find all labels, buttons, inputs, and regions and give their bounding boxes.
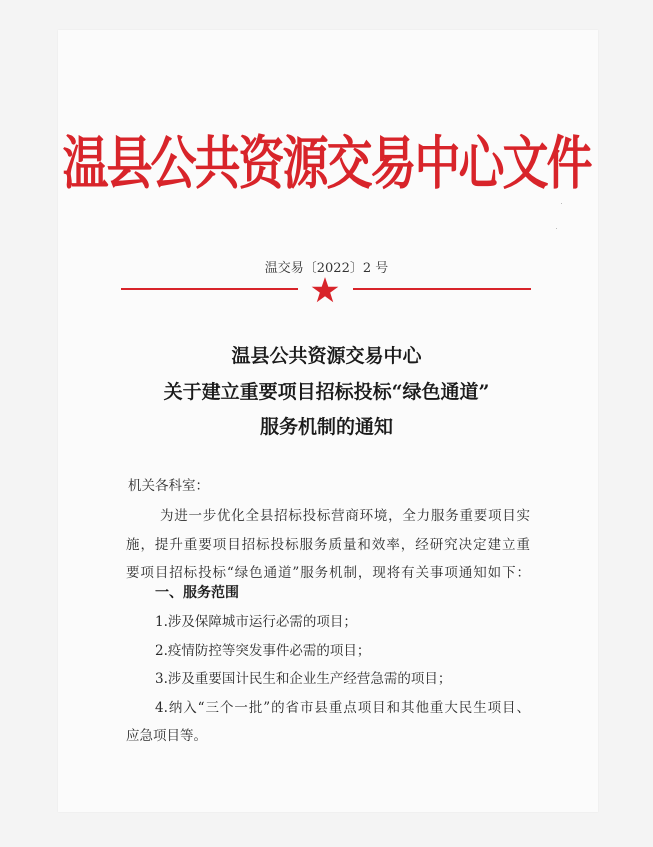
divider-left [121,288,298,290]
intro-line-3: 要项目招标投标“绿色通道”服务机制，现将有关事项通知如下： [126,565,530,581]
scope-item-1: 1.涉及保障城市运行必需的项目； [155,614,357,630]
intro-line-1: 为进一步优化全县招标投标营商环境，全力服务重要项目实 [160,508,530,524]
scope-item-4-continuation: 应急项目等。 [126,728,207,744]
scope-item-2: 2.疫情防控等突发事件必需的项目； [155,643,371,659]
section-heading-scope: 一、服务范围 [155,585,239,601]
scan-speck [561,203,562,204]
scope-item-4: 4.纳入“三个一批”的省市县重点项目和其他重大民生项目、 [155,700,530,716]
scan-speck [556,228,557,229]
scope-item-3: 3.涉及重要国计民生和企业生产经营急需的项目； [155,671,452,687]
intro-line-2: 施，提升重要项目招标投标服务质量和效率，经研究决定建立重 [126,537,530,553]
star-icon [311,276,339,304]
document-number: 温交易〔2022〕2 号 [264,261,389,276]
notice-title-line-3: 服务机制的通知 [259,416,393,438]
document-header-title: 温县公共资源交易中心文件 [62,129,591,197]
notice-title-line-1: 温县公共资源交易中心 [231,345,422,367]
divider-right [353,288,531,290]
recipient-line: 机关各科室： [128,478,209,494]
notice-title-line-2: 关于建立重要项目招标投标“绿色通道” [163,381,490,403]
